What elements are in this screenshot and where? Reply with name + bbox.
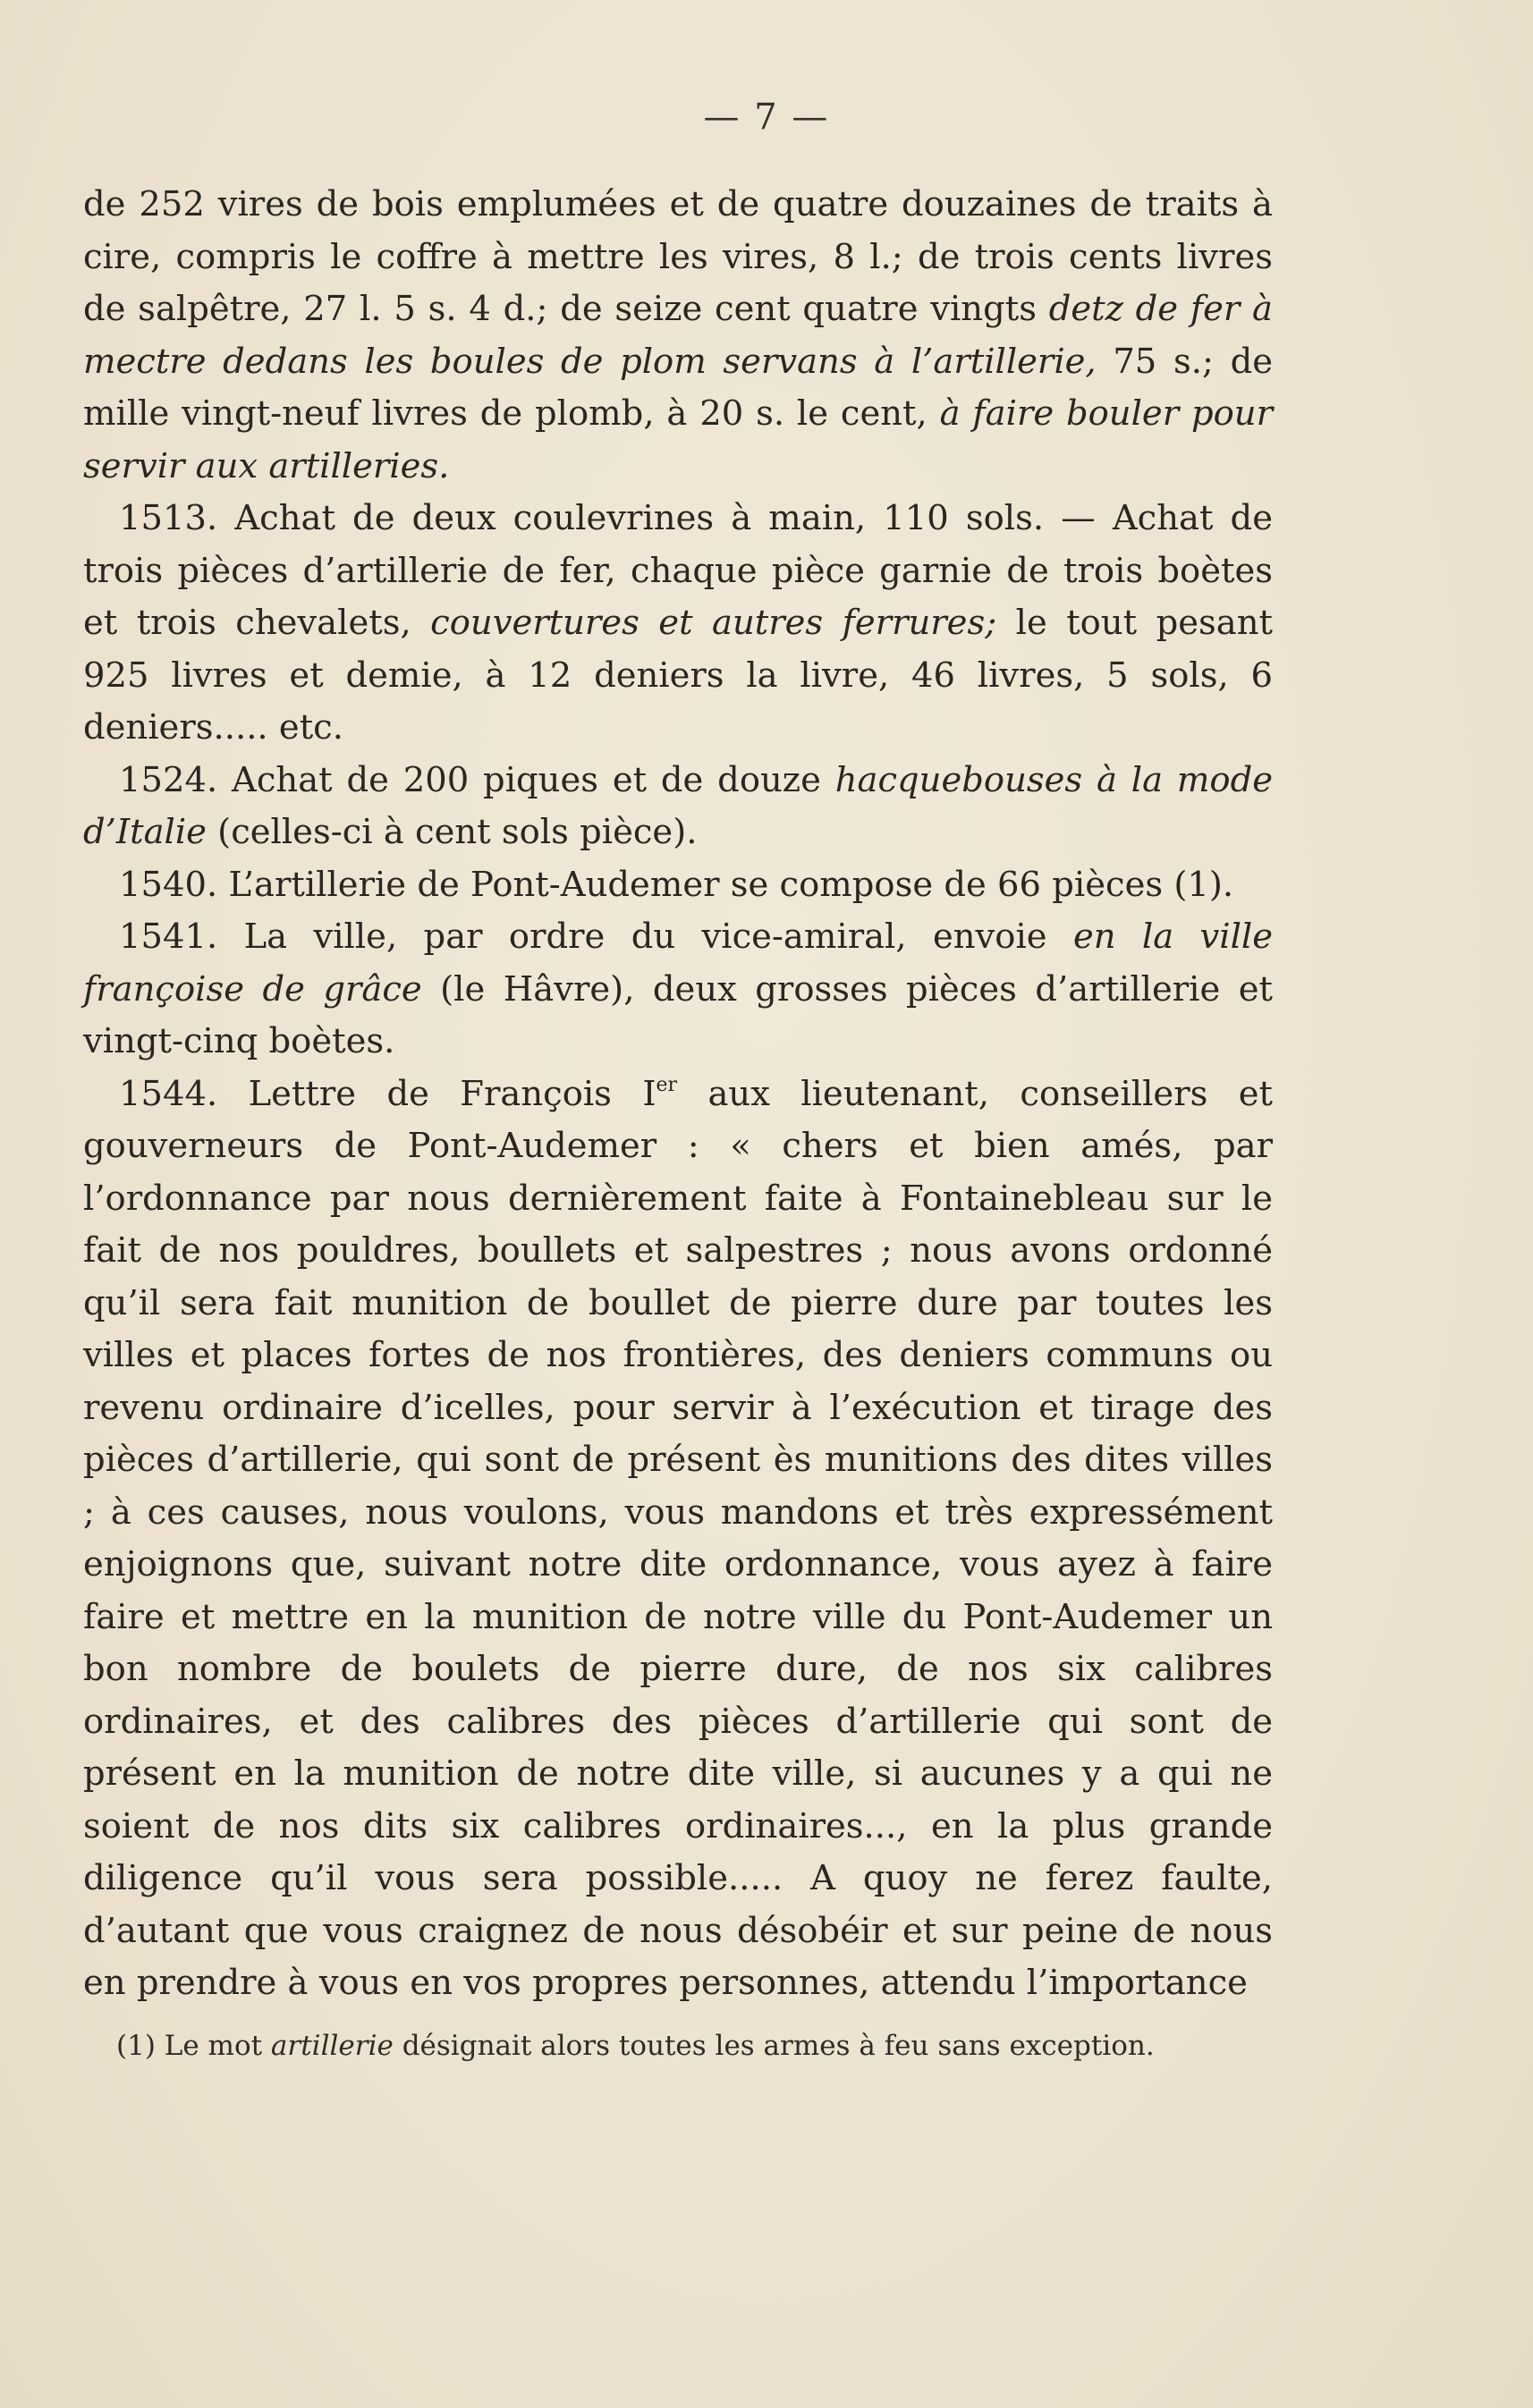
text-run: aux lieutenant, conseillers et gouverneurs de Pont-Audemer : « chers et bien amés, par l’ordonnance par nous dernièrement faite à Fontainebleau sur le fait de nos pouldres, boullets et salpestres ; nous avons ordonné qu’il sera fait munition de boullet de pierre dure par toutes les villes et places fortes de nos frontières, des deniers communs ou revenu ordinaire d’icelles, pour servir à l’exécution et tirage des pièces d’artillerie, qui sont de présent ès munitions des dites villes ; à ces causes, nous voulons, vous mandons et très expressément enjoignons que, suivant notre dite ordonnance, vous ayez à faire faire et mettre en la munition de notre ville du Pont-Audemer un bon nombre de boulets de pierre dure, de nos six calibres ordinaires, et des calibres des pièces d’artillerie qui sont de présent en la munition de notre dite ville, si aucunes y a qui ne soient de nos dits six calibres ordinaires..., en la plus grande diligence qu’il vous sera possible..... A quoy ne ferez faulte, d’autant que vous craignez de nous désobéir et sur peine de nous en prendre à vous en vos propres personnes, attendu l’importance	[83, 1073, 1273, 2003]
text-run: 75 s.; de mille vingt-neuf livres de plomb, à 20 s. le cent,	[83, 341, 1273, 434]
footnote-text: (1) Le mot	[116, 2030, 271, 2062]
text-run: le tout pesant 925 livres et demie, à 12 deniers la livre, 46 livres, 5 sols, 6 deniers..... etc.	[83, 603, 1273, 748]
italic-quote: couvertures et autres ferrures;	[430, 603, 997, 643]
paragraph-1541	[83, 911, 1273, 1069]
text-run: 1513. Achat de deux coulevrines à main, 110 sols. — Achat de trois pièces d’artillerie de fer, chaque pièce garnie de trois boètes et trois chevalets,	[83, 498, 1273, 643]
paragraph-1544	[83, 1069, 1273, 2010]
text-run: de 252 vires de bois emplumées et de quatre douzaines de traits à cire, compris le coffre à mettre les vires, 8 l.; de trois cents livres de salpêtre, 27 l. 5 s. 4 d.; de seize cent quatre vingts	[83, 184, 1273, 329]
paragraph-1524	[83, 755, 1273, 859]
paragraph-munitions-list	[83, 179, 1273, 493]
italic-quote: detz de fer à mectre dedans les boules de plom servans à l’artillerie,	[83, 289, 1273, 382]
superscript: er	[656, 1073, 678, 1096]
footnote-italic: artillerie	[270, 2030, 394, 2062]
italic-quote: à faire bouler pour servir aux artilleries.	[83, 393, 1273, 486]
text-run: 1541. La ville, par ordre du vice-amiral, envoie	[119, 917, 1073, 957]
main-text	[83, 179, 1273, 2010]
text-run: (le Hâvre), deux grosses pièces d’artillerie et vingt-cinq boètes.	[83, 968, 1273, 1061]
italic-quote: hacquebouses à la mode d’Italie	[83, 759, 1273, 852]
text-run: 1544. Lettre de François I	[119, 1073, 656, 1114]
text-run: 1540. L’artillerie de Pont-Audemer se compose de 66 pièces (1).	[119, 864, 1234, 905]
paragraph-1540	[83, 859, 1273, 912]
paragraph-1513	[83, 493, 1273, 755]
footnote-text: désignait alors toutes les armes à feu sans exception.	[393, 2030, 1155, 2062]
text-run: (celles-ci à cent sols pièce).	[206, 812, 698, 852]
text-run: 1524. Achat de 200 piques et de douze	[119, 759, 835, 800]
footnote	[116, 2028, 1279, 2064]
page-number: — 7 —	[703, 97, 830, 138]
italic-quote: en la ville françoise de grâce	[83, 917, 1274, 1010]
